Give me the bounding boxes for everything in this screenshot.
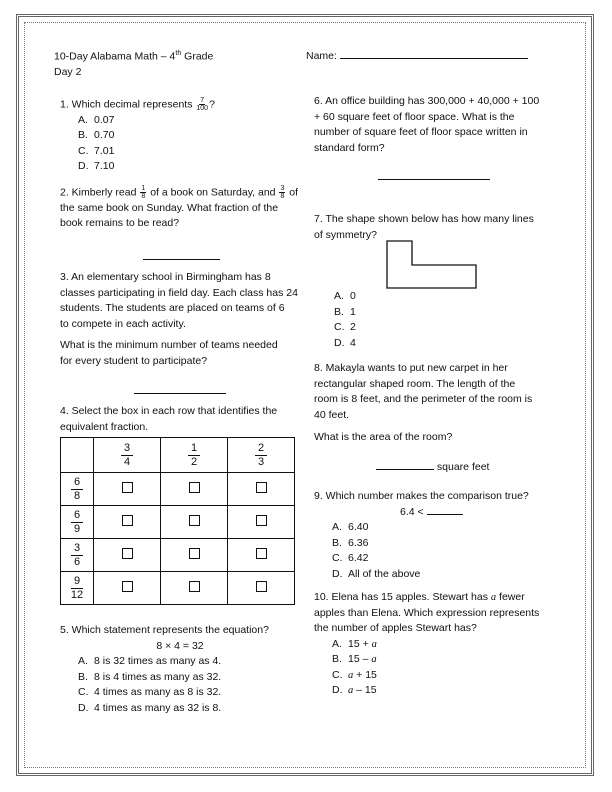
option-text: 6.36	[348, 536, 369, 549]
answer-blank-q2[interactable]	[143, 259, 220, 260]
option-letter: B.	[332, 536, 342, 549]
answer-option[interactable]	[332, 668, 539, 684]
answer-option[interactable]	[332, 637, 539, 653]
row-header: $\frac{9}{12}$	[61, 572, 94, 605]
option-text: 8 is 4 times as many as 32.	[94, 670, 222, 683]
option-text: a – 15	[348, 684, 377, 696]
row-header: $\frac{6}{8}$	[61, 473, 94, 506]
answer-blank-q6[interactable]	[378, 179, 490, 180]
option-letter: D.	[78, 160, 89, 173]
answer-option[interactable]	[78, 701, 300, 717]
checkbox[interactable]	[189, 581, 200, 592]
question-7: 7. The shape shown below has how many lines of symmetry?	[314, 213, 534, 241]
name-blank[interactable]	[340, 58, 528, 59]
option-letter: B.	[334, 305, 344, 318]
answer-option[interactable]	[332, 652, 539, 668]
option-text: 15 – a	[348, 653, 377, 665]
question-5: 5. Which statement represents the equation? 8 × 4 = 32 A. 8 is 32 times as many as 4. B. 8 is 4 times as many as 32. C. 4 times as many as 8 is 32. D. 4 times as many as 32 is 8.	[60, 623, 300, 716]
fraction-table	[60, 437, 295, 605]
answer-option[interactable]	[334, 305, 356, 321]
option-letter: C.	[332, 552, 343, 564]
option-text: 0.07	[94, 113, 115, 126]
answer-option[interactable]	[334, 289, 356, 305]
option-text: 1	[350, 305, 356, 318]
option-text: 6.40	[348, 521, 369, 533]
option-letter: B.	[78, 129, 88, 142]
area-answer: square feet	[376, 461, 489, 473]
option-text: 6.42	[348, 552, 369, 564]
question-10: 10. Elena has 15 apples. Stewart has a fewer apples than Elena. Which expression represents the number of apples Stewart has? A. 15 + a B. 15 – a C. a + 15 D. a – 15	[314, 590, 539, 699]
table-row	[61, 506, 295, 539]
day-label: Day 2	[54, 66, 82, 78]
option-letter: B.	[332, 653, 342, 665]
row-header: $\frac{6}{9}$	[61, 506, 94, 539]
option-letter: A.	[334, 290, 344, 302]
option-text: 2	[350, 321, 356, 333]
answer-option[interactable]	[332, 520, 564, 536]
option-text: 4 times as many as 32 is 8.	[94, 701, 222, 714]
option-text: 0	[350, 290, 356, 302]
column-header: $\frac{2}{3}$	[228, 438, 295, 473]
option-letter: C.	[334, 321, 345, 333]
question-2: 2. Kimberly read $\frac{1}{8}$ of a book on Saturday, and $\frac{3}{8}$ of the same book on Sunday. What fraction of the book remains to be read?	[60, 185, 299, 230]
equation: 8 × 4 = 32	[156, 639, 204, 652]
checkbox[interactable]	[122, 548, 133, 559]
question-7-options	[334, 289, 356, 351]
question-8: 8. Makayla wants to put new carpet in her rectangular shaped room. The length of the room is 8 feet, and the perimeter of the room is 40 feet. What is the area of the room?	[314, 362, 533, 443]
table-row	[61, 572, 295, 605]
question-3: 3. An elementary school in Birmingham has 8 classes participating in field day. Each class has 24 students. The students are placed on teams of 6 to compete in each activity. What is the minimum number of teams needed for every student to participate?	[60, 271, 298, 367]
option-letter: A.	[332, 521, 342, 533]
option-letter: A.	[332, 637, 342, 650]
fraction: $\frac{3}{8}$	[280, 185, 285, 200]
checkbox[interactable]	[122, 482, 133, 493]
answer-option[interactable]	[78, 144, 215, 160]
table-row	[61, 539, 295, 572]
table-row	[61, 473, 295, 506]
option-text: 7.10	[94, 160, 115, 173]
answer-option[interactable]	[78, 670, 300, 686]
option-text: 15 + a	[348, 637, 377, 650]
answer-blank-q9[interactable]	[427, 514, 463, 515]
option-letter: C.	[78, 144, 89, 157]
answer-option[interactable]	[78, 128, 215, 144]
answer-option[interactable]	[78, 685, 300, 701]
row-header: $\frac{3}{6}$	[61, 539, 94, 572]
table-corner	[61, 438, 94, 473]
checkbox[interactable]	[256, 581, 267, 592]
answer-option[interactable]	[334, 320, 356, 336]
option-letter: D.	[332, 567, 343, 580]
answer-option[interactable]	[332, 683, 539, 699]
option-text: All of the above	[348, 567, 421, 580]
answer-option[interactable]	[78, 654, 300, 670]
answer-blank-q3[interactable]	[134, 393, 226, 394]
checkbox[interactable]	[189, 548, 200, 559]
question-4: 4. Select the box in each row that identifies the equivalent fraction.	[60, 405, 278, 433]
answer-option[interactable]	[332, 536, 564, 552]
checkbox[interactable]	[122, 515, 133, 526]
worksheet-title: 10-Day Alabama Math – 4th Grade	[54, 50, 214, 63]
option-text: 4 times as many as 8 is 32.	[94, 686, 222, 698]
question-6: 6. An office building has 300,000 + 40,000 + 100 + 60 square feet of floor space. What is the number of square feet of floor space written in standard form?	[314, 95, 540, 154]
option-letter: D.	[78, 701, 89, 714]
answer-option[interactable]	[332, 551, 564, 567]
fraction: $\frac{1}{8}$	[141, 185, 146, 200]
l-shape-figure	[386, 240, 478, 290]
name-field[interactable]: Name:	[306, 50, 528, 62]
option-text: 7.01	[94, 144, 115, 157]
option-letter: C.	[78, 686, 89, 698]
option-letter: D.	[332, 684, 343, 696]
fraction: $\frac{7}{100}$	[196, 97, 209, 112]
question-1: 1. Which decimal represents $\frac{7}{100}$ ? A. 0.07 B. 0.70 C. 7.01 D. 7.10	[60, 97, 215, 175]
option-letter: B.	[78, 670, 88, 683]
question-9: 9. Which number makes the comparison true? 6.4 < A. 6.40 B. 6.36 C. 6.42 D. All of the above	[314, 489, 564, 582]
checkbox[interactable]	[122, 581, 133, 592]
option-text: 8 is 32 times as many as 4.	[94, 655, 222, 667]
column-header: $\frac{1}{2}$	[161, 438, 228, 473]
option-text: a + 15	[348, 668, 377, 681]
answer-option[interactable]	[78, 113, 215, 129]
answer-blank-q8[interactable]	[376, 469, 434, 470]
option-letter: A.	[78, 113, 88, 126]
checkbox[interactable]	[256, 515, 267, 526]
checkbox[interactable]	[189, 515, 200, 526]
answer-option[interactable]	[334, 336, 356, 352]
answer-option[interactable]	[332, 567, 564, 583]
checkbox[interactable]	[256, 548, 267, 559]
column-header: $\frac{3}{4}$	[94, 438, 161, 473]
option-letter: C.	[332, 668, 343, 681]
option-text: 4	[350, 336, 356, 349]
checkbox[interactable]	[256, 482, 267, 493]
option-letter: A.	[78, 655, 88, 667]
checkbox[interactable]	[189, 482, 200, 493]
option-letter: D.	[334, 336, 345, 349]
answer-option[interactable]	[78, 159, 215, 175]
option-text: 0.70	[94, 129, 115, 142]
